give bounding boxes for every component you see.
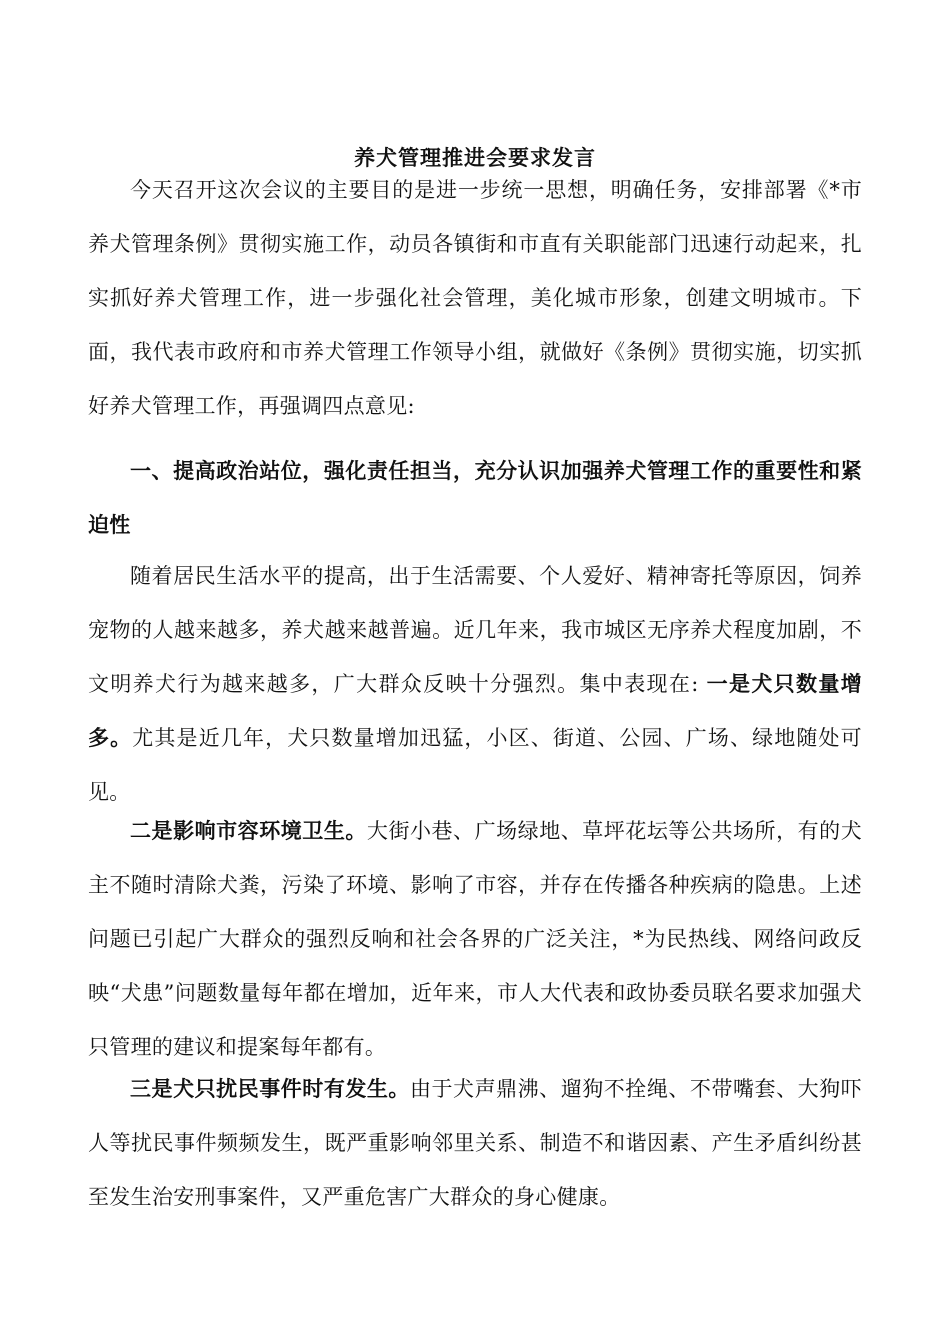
- intro-paragraph: 今天召开这次会议的主要目的是进一步统一思想，明确任务，安排部署《*市养犬管理条例》贯彻实施工作，动员各镇街和市直有关职能部门迅速行动起来，扎实抓好养犬管理工作，进一步强化社会管理，美化城市形象，创建文明城市。下面，我代表市政府和市养犬管理工作领导小组，就做好《条例》贯彻实施，切实抓好养犬管理工作，再强调四点意见:: [88, 178, 862, 418]
- paragraph-sanitation: [88, 804, 862, 1074]
- point-three-emphasis: 三是犬只扰民事件时有发生。: [130, 1076, 410, 1101]
- paragraph-text: 随着居民生活水平的提高，出于生活需要、个人爱好、精神寄托等原因，饲养宠物的人越来越多，养犬越来越普遍。近几年来，我市城区无序养犬程度加剧，不文明养犬行为越来越多，广大群众反映十分强烈。集中表现在:: [88, 564, 862, 696]
- point-two-emphasis: 二是影响市容环境卫生。: [130, 818, 367, 843]
- paragraph-text: 由于犬声鼎沸、遛狗不拴绳、不带嘴套、大狗吓人等扰民事件频频发生，既严重影响邻里关系、制造不和谐因素、产生矛盾纠纷甚至发生治安刑事案件，又严重危害广大群众的身心健康。: [88, 1077, 862, 1209]
- paragraph-dog-numbers: [88, 549, 862, 819]
- section-heading-1: 一、提高政治站位，强化责任担当，充分认识加强养犬管理工作的重要性和紧迫性: [88, 458, 862, 537]
- paragraph-disturbance: [88, 1062, 862, 1224]
- point-one-emphasis: 一是犬只数量增多。: [88, 671, 862, 750]
- document-title: 养犬管理推进会要求发言: [354, 145, 596, 170]
- paragraph-text: 大街小巷、广场绿地、草坪花坛等公共场所，有的犬主不随时清除犬粪，污染了环境、影响了市容，并存在传播各种疾病的隐患。上述问题已引起广大群众的强烈反响和社会各界的广泛关注，*为民热线、网络问政反映“犬患”问题数量每年都在增加，近年来，市人大代表和政协委员联名要求加强犬只管理的建议和提案每年都有。: [88, 819, 862, 1059]
- paragraph-text-tail: 尤其是近几年，犬只数量增加迅猛，小区、街道、公园、广场、绿地随处可见。: [88, 726, 862, 804]
